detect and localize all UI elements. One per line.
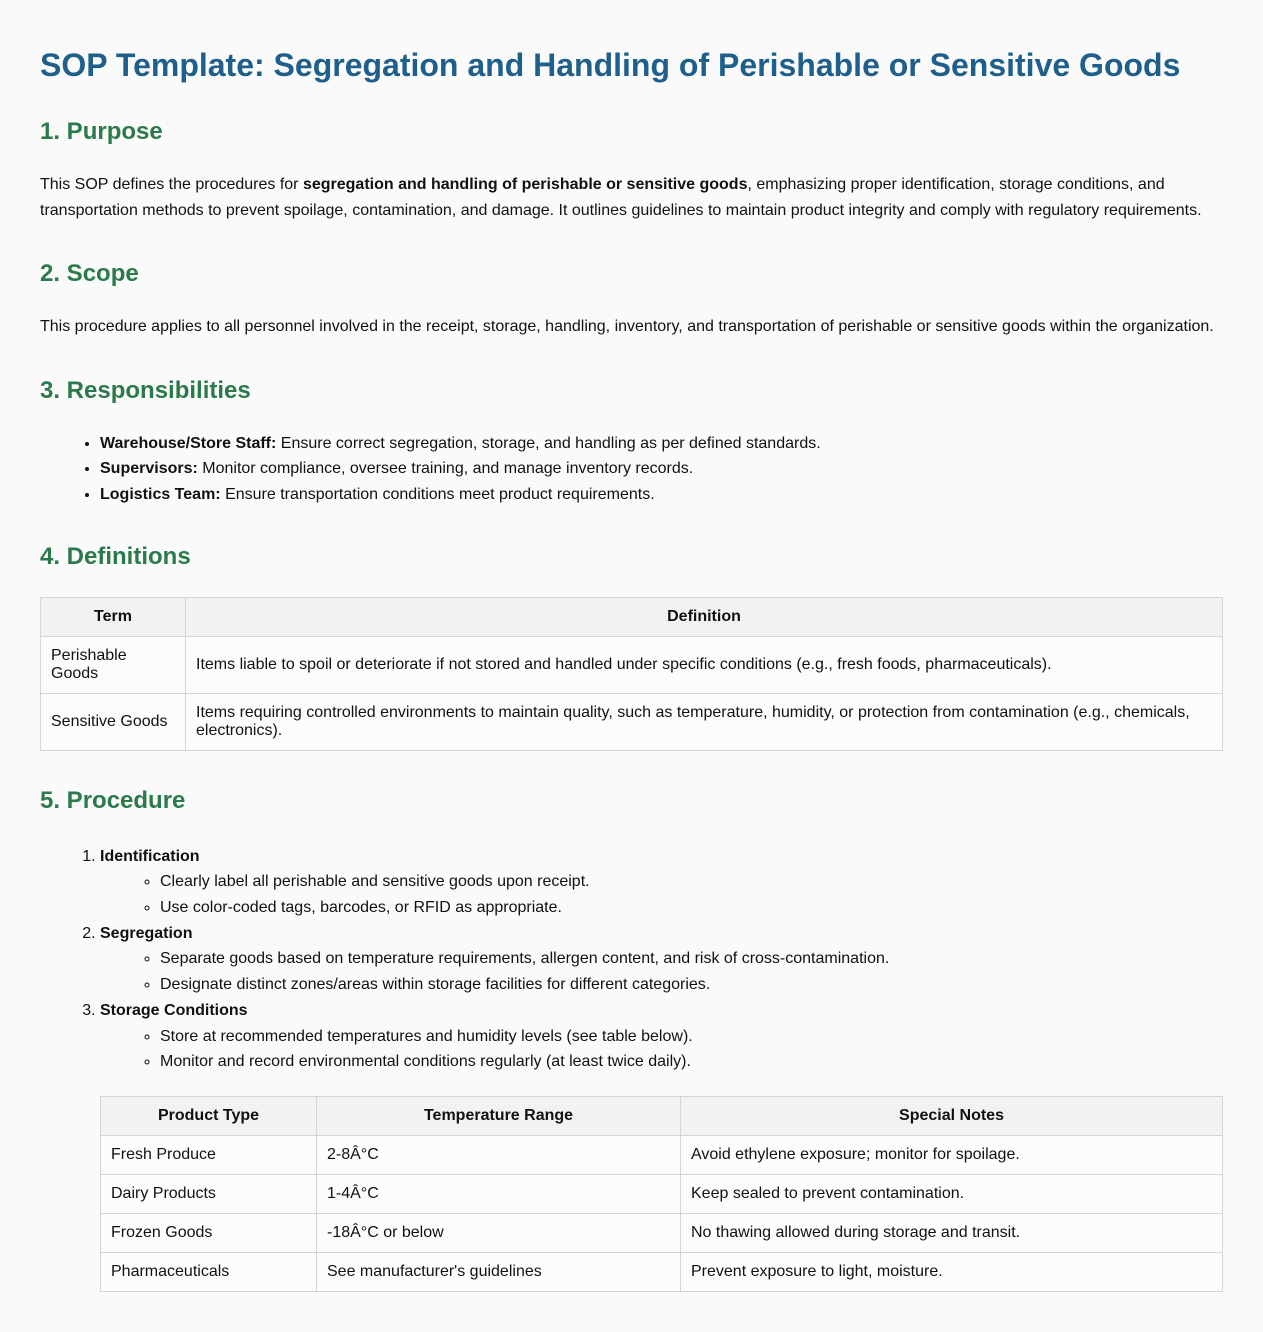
table-row <box>101 1135 1223 1174</box>
table-row <box>101 1252 1223 1291</box>
purpose-text-before: This SOP defines the procedures for <box>40 176 303 194</box>
definition-cell: Items requiring controlled environments to maintain quality, such as temperature, humidity, or protection from contamination (e.g., chemicals, electronics). <box>186 693 1223 750</box>
procedure-heading: 5. Procedure <box>40 786 186 814</box>
step-title: Identification <box>100 847 200 865</box>
responsibilities-section <box>40 377 1223 507</box>
purpose-text-after: , emphasizing proper identification, storage conditions, and transportation methods to prevent spoilage, contamination, and damage. It outlines guidelines to maintain product integrity and comply with regulatory requirements. <box>40 176 1202 219</box>
column-header-term: Term <box>41 597 186 636</box>
table-header-row <box>101 1096 1223 1135</box>
role-label: Logistics Team: <box>100 485 221 503</box>
storage-table-wrapper <box>100 1096 1223 1292</box>
column-header-definition: Definition <box>186 597 1223 636</box>
role-description: Ensure transportation conditions meet product requirements. <box>220 485 655 503</box>
procedure-step <box>100 844 1223 921</box>
temperature-cell: 1-4Â°C <box>317 1174 681 1213</box>
page-title: SOP Template: Segregation and Handling of Perishable or Sensitive Goods <box>40 47 1181 83</box>
temperature-cell: 2-8Â°C <box>317 1135 681 1174</box>
step-items <box>100 869 1223 920</box>
product-type-cell: Frozen Goods <box>101 1213 317 1252</box>
table-row <box>41 693 1223 750</box>
storage-conditions-table <box>100 1096 1223 1292</box>
product-type-cell: Pharmaceuticals <box>101 1252 317 1291</box>
column-header-temperature-range: Temperature Range <box>317 1096 681 1135</box>
table-row <box>41 636 1223 693</box>
scope-heading: 2. Scope <box>40 260 139 288</box>
procedure-section <box>40 787 1223 1292</box>
role-label: Warehouse/Store Staff: <box>100 434 277 452</box>
responsibilities-list <box>40 431 1223 508</box>
list-item: ◦ Monitor and record environmental conditions regularly (at least twice daily). <box>160 1049 1223 1075</box>
notes-cell: Avoid ethylene exposure; monitor for spoilage. <box>681 1135 1223 1174</box>
definitions-heading: 4. Definitions <box>40 543 191 571</box>
list-item <box>100 456 1223 482</box>
column-header-special-notes: Special Notes <box>681 1096 1223 1135</box>
product-type-cell: Dairy Products <box>101 1174 317 1213</box>
step-items <box>100 1024 1223 1075</box>
purpose-text-bold: segregation and handling of perishable or sensitive goods <box>302 176 748 194</box>
responsibilities-heading: 3. Responsibilities <box>40 376 251 404</box>
role-label: Supervisors: <box>100 460 198 478</box>
notes-cell: No thawing allowed during storage and transit. <box>681 1213 1223 1252</box>
table-row <box>101 1213 1223 1252</box>
column-header-product-type: Product Type <box>101 1096 317 1135</box>
notes-cell: Keep sealed to prevent contamination. <box>681 1174 1223 1213</box>
definition-cell: Items liable to spoil or deteriorate if not stored and handled under specific conditions (e.g., fresh foods, pharmaceuticals). <box>186 636 1223 693</box>
procedure-step <box>100 921 1223 998</box>
list-item: ◦ Store at recommended temperatures and humidity levels (see table below). <box>160 1024 1223 1050</box>
notes-cell: Prevent exposure to light, moisture. <box>681 1252 1223 1291</box>
list-item: ◦ Use color-coded tags, barcodes, or RFID as appropriate. <box>160 895 1223 921</box>
term-cell: Perishable Goods <box>41 636 186 693</box>
list-item <box>100 482 1223 508</box>
table-header-row <box>41 597 1223 636</box>
procedure-step <box>100 998 1223 1075</box>
purpose-text <box>40 172 1223 223</box>
scope-section <box>40 260 1223 339</box>
role-description: Monitor compliance, oversee training, and manage inventory records. <box>197 460 694 478</box>
purpose-section <box>40 118 1223 223</box>
list-item: ◦ Separate goods based on temperature requirements, allergen content, and risk of cross-contamination. <box>160 946 1223 972</box>
definitions-section <box>40 543 1223 751</box>
definitions-table <box>40 597 1223 751</box>
step-title: Storage Conditions <box>100 1001 248 1019</box>
list-item: ◦ Clearly label all perishable and sensitive goods upon receipt. <box>160 869 1223 895</box>
scope-text: This procedure applies to all personnel involved in the receipt, storage, handling, inventory, and transportation of perishable or sensitive goods within the organization. <box>40 318 1214 336</box>
purpose-heading: 1. Purpose <box>40 118 163 146</box>
table-row <box>101 1174 1223 1213</box>
list-item: ◦ Designate distinct zones/areas within storage facilities for different categories. <box>160 972 1223 998</box>
term-cell: Sensitive Goods <box>41 693 186 750</box>
list-item <box>100 431 1223 457</box>
step-items <box>100 946 1223 997</box>
role-description: Ensure correct segregation, storage, and handling as per defined standards. <box>276 434 821 452</box>
procedure-steps <box>40 844 1223 1075</box>
step-title: Segregation <box>100 924 193 942</box>
temperature-cell: See manufacturer's guidelines <box>317 1252 681 1291</box>
product-type-cell: Fresh Produce <box>101 1135 317 1174</box>
temperature-cell: -18Â°C or below <box>317 1213 681 1252</box>
